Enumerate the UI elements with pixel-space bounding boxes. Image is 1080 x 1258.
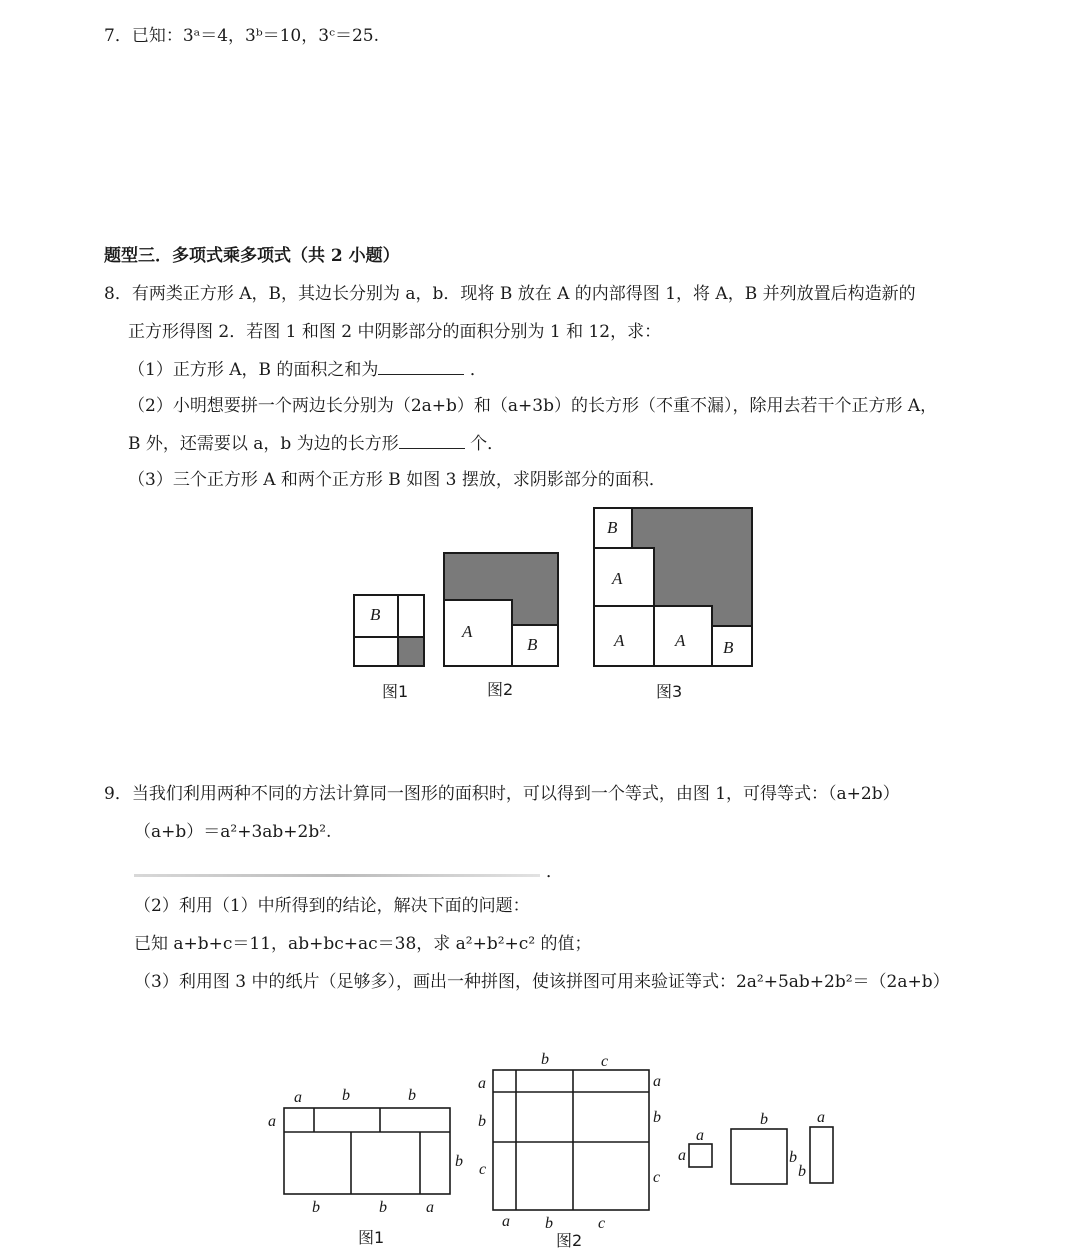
fig3-label-b-top: B [607,518,618,537]
q9-fig1-rect [284,1108,450,1194]
q9-fig2-left-a: a [478,1075,486,1092]
q9-piece-a-left: a [678,1147,686,1164]
fig3-caption: 图3 [656,682,683,701]
q9-piece-b-right: b [789,1149,797,1166]
part-2-text: B 外，还需要以 a，b 为边的长方形 [128,434,399,454]
question-9-given: 已知 a+b+c＝11，ab+bc+ac＝38，求 a²+b²+c² 的值； [134,934,592,954]
q9-fig2-bottom-a: a [502,1213,510,1230]
q9-fig2-left-c: c [479,1161,487,1178]
fig3-label-a-bottom-left: A [614,631,625,650]
section-heading: 题型三．多项式乘多项式（共 2 小题） [104,246,400,266]
q9-fig2-left-b: b [478,1113,486,1130]
q9-piece-b-top: b [760,1111,768,1128]
q9-fig2-bottom-c: c [598,1215,606,1232]
fig2-caption: 图2 [487,680,514,699]
question-8-line-2: 正方形得图 2．若图 1 和图 2 中阴影部分的面积分别为 1 和 12，求： [128,322,662,342]
q9-fig2-top-c: c [601,1053,609,1070]
question-8-line-1: 8．有两类正方形 A，B，其边长分别为 a，b．现将 B 放在 A 的内部得图 1，将 A，B 并列放置后构造新的 [104,284,916,304]
q9-fig2-right-c: c [653,1169,661,1186]
q9-fig2-right-a: a [653,1073,661,1090]
q9-fig2-top-b: b [541,1051,549,1068]
q9-piece-b-square [731,1129,787,1184]
question-7: 7．已知：3ᵃ＝4，3ᵇ＝10，3ᶜ＝25. [104,26,379,46]
fig3-label-a-mid: A [612,569,623,588]
q9-fig1-top-b2: b [408,1087,416,1104]
q9-fig1-top-b1: b [342,1087,350,1104]
fig3-label-a-bottom-mid: A [675,631,686,650]
question-8-part-2-line-1: （2）小明想要拼一个两边长分别为（2a+b）和（a+3b）的长方形（不重不漏），除用去若干个正方形 A， [128,396,938,416]
question-8-part-1 [128,356,487,382]
q9-fig2-caption: 图2 [556,1231,583,1250]
answer-blank-2[interactable] [399,430,465,449]
q9-fig1-top-a: a [294,1089,302,1106]
question-9-line-1: 9．当我们利用两种不同的方法计算同一图形的面积时，可以得到一个等式，由图 1，可得等式：（a+2b） [104,784,900,804]
q8-figures [0,500,1080,720]
q9-piece-a-top: a [696,1127,704,1144]
q9-fig1-right-b: b [455,1153,463,1170]
q9-fig1-left-a: a [268,1113,276,1130]
q9-fig1-caption: 图1 [358,1228,385,1247]
scan-smudge [134,874,540,877]
q9-piece-a-square [689,1144,712,1167]
question-9-line-3-end: ． [546,862,563,882]
question-9-line-2: （a+b）＝a²+3ab+2b². [134,822,332,842]
q9-piece-rect-top: a [817,1109,825,1126]
part-1-end: ． [469,360,487,380]
fig1-shaded-square [398,637,424,666]
fig3-label-b-bottom-right: B [723,638,734,657]
q9-fig1-bottom-a: a [426,1199,434,1216]
q9-figures [0,1038,1080,1258]
question-8-part-3: （3）三个正方形 A 和两个正方形 B 如图 3 摆放，求阴影部分的面积． [128,470,666,490]
fig1-label-b: B [370,605,381,624]
q9-piece-rect-left: b [798,1163,806,1180]
fig3-shaded-region [632,508,752,626]
question-8-part-2-line-2 [128,430,504,456]
part-1-text: （1）正方形 A，B 的面积之和为 [128,360,379,380]
q9-fig1-bottom-b1: b [312,1199,320,1216]
question-9-part-3: （3）利用图 3 中的纸片（足够多），画出一种拼图，使该拼图可用来验证等式：2a²+5ab+2b²＝（2a+b） [134,972,950,992]
q9-fig1-bottom-b2: b [379,1199,387,1216]
q9-fig2-bottom-b: b [545,1215,553,1232]
answer-blank-1[interactable] [378,356,464,375]
fig2-label-b: B [527,635,538,654]
fig1-caption: 图1 [382,682,409,701]
q9-fig2-right-b: b [653,1109,661,1126]
fig2-label-a: A [462,622,473,641]
part-2-end: 个． [470,434,505,454]
question-9-part-2: （2）利用（1）中所得到的结论，解决下面的问题： [134,896,530,916]
q9-piece-ab-rect [810,1127,833,1183]
fig2-shaded-region [444,553,558,625]
